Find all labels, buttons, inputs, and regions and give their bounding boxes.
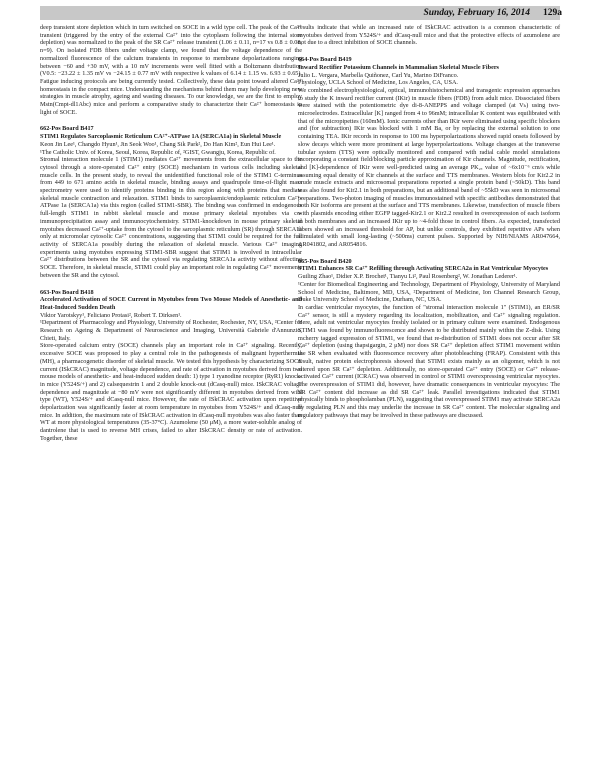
left-column [40,24,302,443]
abstract-id: 663-Pos Board B418 [40,288,94,296]
abstract-663 [40,289,302,443]
abstract-664 [298,56,560,249]
right-column [298,24,560,419]
abstract-id: 664-Pos Board B419 [298,56,352,64]
page-number: 129a [543,8,562,18]
abstract-665 [298,258,560,420]
abstract-body: We combined electrophysiological, optical, immunohistochemical and transgenic expression approaches to study the K inward rectifier current (IKir) in muscle fibers (FDB) from adult mice. Dissociated fibers were stained with the potentiometric dye di-8-ANEPPS and voltage clamped (at Vₕ) using two-microelectrodes. Extracellular [K] ranged from 4 to 96mM; intracellular K content was equilibrated with that of the micropipettes (160mM). Ionic currents other than IKir were eliminated using specific blockers and (for subtraction) IKir was blocked with 1 mM Ba, or by replacing the external solution to one containing TEA. IKir records in response to 100 ms hyperpolarizations showed rapid onsets followed by slow decays which were more prominent at large hyperpolarizations. Voltage changes at the transverse tubular system (TTS) were optically monitored and compared with radial cable model simulations incorporating a constant field/blocking particle approximation of Kir channels. Magnitude, rectification, and [K]-dependence of IKir were well-predicted using an average PK₂ₐ value of ~6x10⁻⁶ cm/s while assuming equal density of Kir channels at the surface and TTS membranes. Western blots for Kir2.2 in crude muscle extracts and microsomal preparations reported a single protein band (~50kD). This band was also found for Kir2.1 in both preparations, but an additional band of ~55kD was seen in microsomal preparations. Two-photon imaging of muscles immunostained with specific antibodies demonstrated that both Kir isoforms are present at the surface and TTS membranes. Likewise, transfection of muscle fibers with plasmids encoding either EGFP tagged-Kir2.1 or Kir2.2 resulted in overexpression of each isoform in both membranes and an increased IKir up to ~4-fold those in control fibers. As expected, transfected fibers showed an increased threshold for AP, but unlike controls, they exhibited repetitive APs when stimulated with small long-lasting (~500ms) current pulses. Supported by NIH/NIAMS AR047664, AR041802, and AR054816. [298,86,560,248]
abstract-body: In cardiac ventricular myocytes, the function of "stromal interaction molecule 1" (STIM1), an ER/SR Ca²⁺ sensor, is still a mystery regarding its localization, mobilization, and Ca²⁺ signaling regulation. Here, adult rat ventricular myocytes freshly isolated or in primary culture were examined. Endogenous STIM1 was found by immunofluorescence and shown to be distributed mainly within the Z-disk. Using mcherry tagged expression of STIM1, we found that re-distribution of STIM1 does not occur after SR Ca²⁺ depletion (using thapsigargin, 2 μM) nor does SR Ca²⁺ depletion affect STIM1 movement within the SR when evaluated with fluorescence recovery after photobleaching (FRAP). Consistent with this result, native protein electrophoresis showed that STIM1 exists mainly as an oligomer, which is not altered upon SR Ca²⁺ depletion. Additionally, no store-operated Ca²⁺ entry (SOCE) or Ca²⁺ release-activated Ca²⁺ current (ICRAC) was observed in control or STIM1 overexpressing ventricular myocytes. The overexpression of STIM1 did, however, have dramatic consequences in ventricular myocytes: The SR Ca²⁺ content did increase as did SR Ca²⁺ leak. Parallel investigations indicated that STIM1 physically binds to phospholamban (PLN), suggesting that overexpressed STIM1 may activate SERCA2a by regulating PLN and this may underlie the increase in SR Ca²⁺ content. The molecular signaling and regulatory pathways that may be involved in these pathways are discussed. [298,303,560,419]
abstract-body: Store-operated calcium entry (SOCE) channels play an important role in Ca²⁺ signaling. Recently, excessive SOCE was proposed to play a central role in the pathogenesis of malignant hyperthermia (MH), a pharmacogenetic disorder of skeletal muscle. We tested this hypothesis by characterizing SOCE current (ISkCRAC) magnitude, voltage dependence, and rate of activation in myotubes derived from two mouse models of anesthetic- and heat-induced sudden death: 1) type 1 ryanodine receptor (RyR1) knock-in mice (Y524S/+) and 2) calsequestrin 1 and 2 double knock-out (dCasq-null) mice. ISkCRAC voltage dependence and magnitude at −80 mV were not significantly different in myotubes derived from wild type (WT), Y524S/+ and dCasq-null mice. However, the rate of ISkCRAC activation upon repetitive depolarization was significantly faster at room temperature in myotubes from Y524S/+ and dCasq-null mice. In addition, the maximum rate of ISkCRAC activation in dCasq-null myotubes was also faster than WT at more physiological temperatures (35-37°C). Azumolene (50 μM), a more water-soluble analog of dantrolene that is used to reverse MH crises, failed to alter ISkCRAC density or rate of activation. Together, these [40,342,302,442]
abstract-affiliation: Physiology, UCLA School of Medicine, Los Angeles, CA, USA. [298,79,458,87]
abstract-affiliation: ¹Center for Biomedical Engineering and Technology, Department of Physiology, University of Maryland School of Medicine, Baltimore, MD, USA, ²Department of Medicine, Ion Channel Research Group, Duke University School of Medicine, Durham, NC, USA. [298,280,560,304]
continued-text: deep transient store depletion which in turn switched on SOCE in a wild type cell. The peak of the Ca²⁺ transient (triggered by the entry of the external Ca²⁺ into the cytoplasm following the internal store depletion) was normalized to the peak of the SR Ca²⁺ release transient (1.06 ± 0.11, n=17 vs 0.8 ± 0.08, n=9). On isolated FDB fibers under voltage clamp, we found that the voltage dependence of the normalized fluorescence of the calcium transients in response to membrane depolarizations ranging between −60 and +30 mV, with a 10 mV increments were well fitted with a Boltzmann distribution (V0.5: −23.22 ± 1.35 mV vs −24.15 ± 0.77 mV with respective k values of 6.14 ± 1.15 vs. 6.93 ± 0.65). Fatigue inducing protocols are being currently tested. Collectively, these data point toward altered Ca²⁺ homeostasis in the compact mice. Understanding the mechanisms behind them may help developing new strategies in muscle atrophy, ageing and wasting diseases. To our knowledge, we are the first to employ Mstn(Cmpt-dl1Abc) mice and perform a comparative study to characterize their Ca²⁺ homeostasis in light of SOCE. [40,24,302,116]
abstract-authors: Viktor Yarotskyy¹, Feliciano Protasi², Robert T. Dirksen¹. [40,311,182,319]
header-date: Sunday, February 16, 2014 [423,8,530,18]
abstract-authors: Guiling Zhao¹, Didier X.P. Brochet¹, Tianyu Li², Paul Rosenberg², W. Jonathan Lederer¹. [298,273,518,281]
abstract-title: Inward Rectifier Potassium Channels in Mammalian Skeletal Muscle Fibers [298,63,499,71]
abstract-title: Accelerated Activation of SOCE Current in Myotubes from Two Mouse Models of Anesthetic- and Heat-Induced Sudden Death [40,296,302,311]
abstract-affiliation: ¹The Catholic Univ. of Korea, Seoul, Korea, Republic of, ²GIST, Gwangju, Korea, Republic of. [40,148,276,156]
abstract-id: 662-Pos Board B417 [40,125,94,133]
abstract-body: Stromal interaction molecule 1 (STIM1) mediates Ca²⁺ movements from the extracellular space to the cytosol through a store-operated Ca²⁺ entry (SOCE) mechanism in various cells including skeletal muscle cells. In the present study, to reveal the unidentified functional role of the STIM1 C-terminus from 449 to 671 amino acids in skeletal muscle, binding assays and quadrupole time-of-flight mass spectrometry were used to identify proteins binding in this region along with proteins that mediate skeletal muscle contraction and relaxation. STIM1 binds to sarcoplasmic/endoplasmic reticulum Ca²⁺-ATPase 1a (SERCA1a) via this region (called STIM1-SBR). The binding was confirmed in endogenous full-length STIM1 in rabbit skeletal muscle and mouse primary skeletal myotubes via co-immunoprecipitation assay and immunocytochemistry. STIM1-knockdown in mouse primary skeletal myotubes decreased Ca²⁺-uptake from the cytosol to the sarcoplasmic reticulum (SR) through SERCA1a only at micromolar cytosolic Ca²⁺ concentrations, suggesting that STIM1 could be required for the full activity of SERCA1a possibly during the relaxation of skeletal muscle. Various Ca²⁺ imaging experiments using myotubes expressing STIM1-SBR suggest that STIM1 is involved in intracellular Ca²⁺ distributions between the SR and the cytosol via regulating SERCA1a activity without affecting SOCE. Therefore, in skeletal muscle, STIM1 could play an important role in regulating Ca²⁺ movements between the SR and the cytosol. [40,156,302,279]
running-header [0,0,600,24]
abstract-affiliation: ¹Department of Pharmacology and Physiology, University of Rochester, Rochester, NY, USA, ²Center for Research on Ageing & Department of Neuroscience and Imaging, Università Gabriele d'Annunzio, Chieti, Italy. [40,319,302,342]
abstract-title: STIM1 Regulates Sarcoplasmic Reticulum CA²⁺-ATPase 1A (SERCA1a) in Skeletal Muscle [40,133,282,141]
abstract-id: 665-Pos Board B420 [298,257,352,265]
abstract-authors: Keon Jin Lee¹, Changdo Hyun¹, Jin Seok Woo¹, Chang Sik Park², Do Han Kim², Eun Hui Lee¹. [40,140,276,148]
abstract-title: STIM1 Enhances SR Ca²⁺ Refilling through Activating SERCA2a in Rat Ventricular Myocytes [298,265,549,273]
abstract-662 [40,125,302,279]
abstract-authors: Julio L. Vergara, Marbella Quiñonez, Carl Yu, Marino DiFranco. [298,71,459,79]
continued-text: results indicate that while an increased rate of ISkCRAC activation is a common characteristic of myotubes derived from Y524S/+ and dCasq-null mice and that the protective effects of azumolene are not due to a direct inhibition of SOCE channels. [298,24,560,47]
